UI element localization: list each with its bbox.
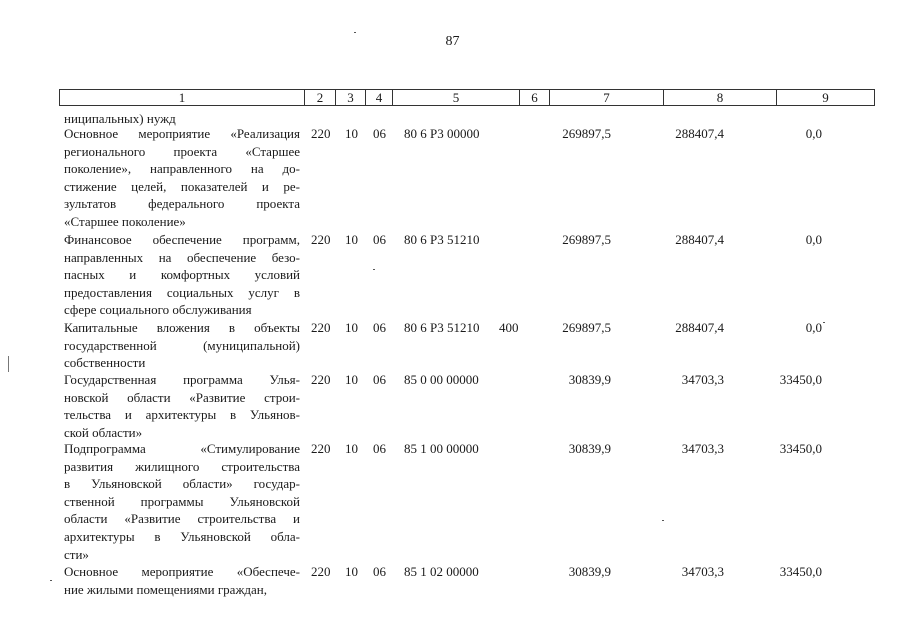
column-3-value: 10 xyxy=(345,441,358,456)
column-4-value: 06 xyxy=(373,126,386,141)
column-3-value: 10 xyxy=(345,320,358,335)
column-9-value: 33450,0 xyxy=(779,564,822,579)
column-9-value: 0,0 xyxy=(805,320,822,335)
column-7-value: 269897,5 xyxy=(562,126,611,141)
description-line: развития жилищного строительства xyxy=(64,458,300,474)
column-9-value: 0,0 xyxy=(805,232,822,247)
column-2-value: 220 xyxy=(311,126,331,141)
header-col-9: 9 xyxy=(777,90,875,106)
row-description xyxy=(64,319,300,372)
description-line: ственной программы Ульяновской xyxy=(64,493,300,509)
table-header xyxy=(59,89,875,106)
row-description xyxy=(64,125,300,231)
description-line: новской области «Развитие строи- xyxy=(64,389,300,405)
row-description xyxy=(64,563,300,598)
description-line: в Ульяновской области» государ- xyxy=(64,476,300,492)
column-5-value: 85 0 00 00000 xyxy=(404,372,479,387)
column-5-value: 85 1 02 00000 xyxy=(404,564,479,579)
header-col-8: 8 xyxy=(664,90,777,106)
row-description xyxy=(64,440,300,563)
description-line: области «Развитие строительства и xyxy=(64,511,300,527)
description-line: направленных на обеспечение безо- xyxy=(64,249,300,265)
column-2-value: 220 xyxy=(311,320,331,335)
column-3-value: 10 xyxy=(345,232,358,247)
description-line: пасных и комфортных условий xyxy=(64,267,300,283)
header-col-1: 1 xyxy=(60,90,305,106)
column-7-value: 30839,9 xyxy=(568,372,611,387)
column-8-value: 288407,4 xyxy=(675,126,724,141)
scan-speck xyxy=(373,269,375,270)
column-5-value: 80 6 P3 00000 xyxy=(404,126,480,141)
header-col-2: 2 xyxy=(305,90,336,106)
scan-speck xyxy=(354,32,356,33)
column-7-value: 30839,9 xyxy=(568,564,611,579)
column-2-value: 220 xyxy=(311,372,331,387)
column-4-value: 06 xyxy=(373,232,386,247)
description-line: Финансовое обеспечение программ, xyxy=(64,232,300,247)
column-9-value: 33450,0 xyxy=(779,372,822,387)
description-line: тельства и архитектуры в Ульянов- xyxy=(64,407,300,423)
description-line: государственной (муниципальной) xyxy=(64,337,300,353)
column-4-value: 06 xyxy=(373,372,386,387)
description-line: предоставления социальных услуг в xyxy=(64,284,300,300)
column-7-value: 269897,5 xyxy=(562,232,611,247)
header-col-5: 5 xyxy=(393,90,520,106)
row-description xyxy=(64,231,300,319)
scan-speck xyxy=(50,580,52,581)
column-8-value: 34703,3 xyxy=(681,372,724,387)
column-4-value: 06 xyxy=(373,441,386,456)
column-8-value: 34703,3 xyxy=(681,564,724,579)
column-6-value: 400 xyxy=(499,320,519,335)
scan-margin-mark xyxy=(8,356,9,372)
header-col-4: 4 xyxy=(366,90,393,106)
column-7-value: 269897,5 xyxy=(562,320,611,335)
header-col-7: 7 xyxy=(550,90,664,106)
description-line: стижение целей, показателей и ре- xyxy=(64,178,300,194)
description-line: Основное мероприятие «Обеспече- xyxy=(64,564,300,579)
page-number: 87 xyxy=(445,34,460,49)
column-2-value: 220 xyxy=(311,564,331,579)
column-9-value: 0,0 xyxy=(805,126,822,141)
row-description xyxy=(64,371,300,441)
description-line: поколение», направленного на до- xyxy=(64,161,300,177)
column-3-value: 10 xyxy=(345,564,358,579)
description-line: «Старшее поколение» xyxy=(64,213,186,229)
description-line: ние жилыми помещениями граждан, xyxy=(64,581,268,597)
description-line: Государственная программа Улья- xyxy=(64,372,300,387)
column-2-value: 220 xyxy=(311,232,331,247)
column-5-value: 80 6 P3 51210 xyxy=(404,232,480,247)
column-8-value: 288407,4 xyxy=(675,320,724,335)
column-7-value: 30839,9 xyxy=(568,441,611,456)
description-line: Подпрограмма «Стимулирование xyxy=(64,441,300,456)
column-3-value: 10 xyxy=(345,372,358,387)
column-5-value: 85 1 00 00000 xyxy=(404,441,479,456)
column-4-value: 06 xyxy=(373,564,386,579)
column-9-value: 33450,0 xyxy=(779,441,822,456)
description-line: архитектуры в Ульяновской обла- xyxy=(64,528,300,544)
description-line: собственности xyxy=(64,355,146,371)
column-8-value: 34703,3 xyxy=(681,441,724,456)
column-8-value: 288407,4 xyxy=(675,232,724,247)
header-col-3: 3 xyxy=(336,90,366,106)
column-3-value: 10 xyxy=(345,126,358,141)
column-4-value: 06 xyxy=(373,320,386,335)
column-5-value: 80 6 P3 51210 xyxy=(404,320,480,335)
description-line: ниципальных) нужд xyxy=(64,111,176,126)
description-line: зультатов федерального проекта xyxy=(64,196,300,212)
scan-speck xyxy=(823,322,825,323)
description-line: Капитальные вложения в объекты xyxy=(64,320,300,335)
description-line: регионального проекта «Старшее xyxy=(64,143,300,159)
description-line: ской области» xyxy=(64,424,143,440)
description-line: сти» xyxy=(64,546,89,562)
column-2-value: 220 xyxy=(311,441,331,456)
description-line: Основное мероприятие «Реализация xyxy=(64,126,300,141)
scan-speck xyxy=(662,520,664,521)
description-line: сфере социального обслуживания xyxy=(64,302,252,318)
header-col-6: 6 xyxy=(520,90,550,106)
